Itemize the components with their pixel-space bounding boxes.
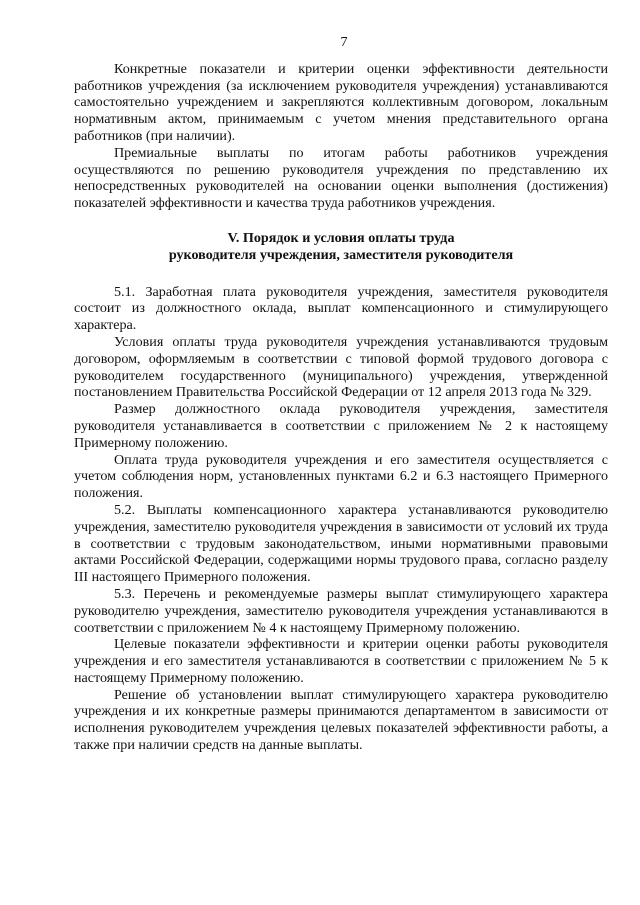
section-paragraph-targets: Целевые показатели эффективности и критерии оценки работы руководителя учреждения и его заместителя устанавливаются в соответствии с приложением № 5 к настоящему Примерному положению.: [74, 636, 608, 686]
section-title-line-2: руководителя учреждения, заместителя руководителя: [168, 246, 514, 263]
section-paragraph-5-2: 5.2. Выплаты компенсационного характера устанавливаются руководителю учреждения, заместителю руководителя учреждения в зависимости от условий их труда в соответствии с трудовым законодательством, иными нормативными правовыми актами Российской Федерации, содержащими нормы трудового права, согласно разделу III настоящего Примерного положения.: [74, 501, 608, 586]
section-paragraph-payment: Оплата труда руководителя учреждения и его заместителя осуществляется с учетом соблюдения норм, установленных пунктами 6.2 и 6.3 настоящего Примерного положения.: [74, 451, 608, 502]
document-page: [74, 34, 608, 754]
section-paragraph-salary: Размер должностного оклада руководителя учреждения, заместителя руководителя устанавливается в соответствии с приложением № 2 к настоящему Примерному положению.: [74, 401, 608, 451]
section-title: [74, 230, 608, 264]
section-paragraph-conditions: Условия оплаты труда руководителя учреждения устанавливаются трудовым договором, оформляемым в соответствии с типовой формой трудового договора с руководителем государственного (муниципального) учреждения, утвержденной постановлением Правительства Российской Федерации от 12 апреля 2013 года № 329.: [74, 333, 608, 401]
section-paragraph-5-3: 5.3. Перечень и рекомендуемые размеры выплат стимулирующего характера руководителю учреждения, заместителю руководителя учреждения устанавливаются в соответствии с приложением № 4 к настоящему Примерному положению.: [74, 585, 608, 636]
page-number: 7: [340, 34, 348, 50]
intro-paragraph-2: Премиальные выплаты по итогам работы работников учреждения осуществляются по решению руководителя учреждения по представлению их непосредственных руководителей на основании оценки выполнения (достижения) показателей эффективности и качества труда работников учреждения.: [74, 144, 608, 212]
section-paragraph-decision: Решение об установлении выплат стимулирующего характера руководителю учреждения и их конкретные размеры принимаются департаментом в зависимости от исполнения руководителем учреждения целевых показателей эффективности работы, а также при наличии средств на данные выплаты.: [74, 686, 608, 754]
intro-paragraph-1: Конкретные показатели и критерии оценки эффективности деятельности работников учреждения (за исключением руководителя учреждения) устанавливаются самостоятельно учреждением и закрепляются коллективным договором, локальным нормативным актом, принимаемым с учетом мнения представительного органа работников (при наличии).: [74, 60, 608, 144]
section-title-line-1: V. Порядок и условия оплаты труда: [227, 229, 455, 246]
section-paragraph-5-1: 5.1. Заработная плата руководителя учреждения, заместителя руководителя состоит из должностного оклада, выплат компенсационного и стимулирующего характера.: [74, 283, 608, 334]
